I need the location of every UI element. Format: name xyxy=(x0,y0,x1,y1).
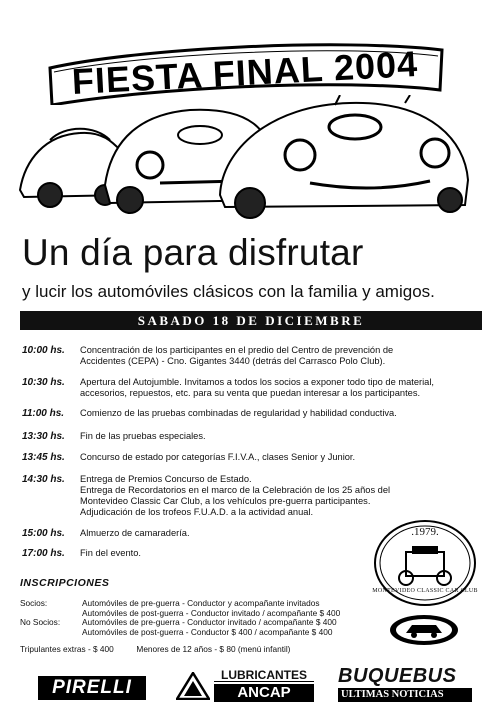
socios-label: Socios: xyxy=(20,598,48,608)
schedule-time: 14:30 hs. xyxy=(22,474,65,485)
sponsor-logos xyxy=(0,664,500,704)
fiva-emblem xyxy=(388,613,460,647)
schedule-description xyxy=(80,474,480,518)
ultimas-noticias-logo: ULTIMAS NOTICIAS xyxy=(338,688,472,702)
title-banner xyxy=(40,30,450,105)
schedule-time: 13:45 hs. xyxy=(22,452,65,463)
schedule-line: Fin de las pruebas especiales. xyxy=(80,431,206,441)
nosocios-pricing xyxy=(20,617,337,637)
schedule-line: Comienzo de las pruebas combinadas de regularidad y habilidad conductiva. xyxy=(80,408,397,418)
pricing-line: Automóviles de pre-guerra - Conductor invitado / acompañante $ 400 xyxy=(82,617,337,627)
schedule-item xyxy=(22,474,480,518)
schedule-line: Apertura del Autojumble. Invitamos a todos los socios a exponer todo tipo de material, xyxy=(80,377,434,387)
seal-year: .1979. xyxy=(411,526,439,538)
schedule-item xyxy=(22,345,480,367)
schedule-description xyxy=(80,452,480,463)
menores-fee: Menores de 12 años - $ 80 (menú infantil) xyxy=(136,644,291,654)
schedule-line: Fin del evento. xyxy=(80,548,141,558)
ancap-lubricantes: LUBRICANTES xyxy=(214,668,314,682)
schedule-line: Almuerzo de camaradería. xyxy=(80,528,190,538)
pricing-line: Automóviles de post-guerra - Conductor invitado / acompañante $ 400 xyxy=(82,608,341,618)
buquebus-logo: BUQUEBUS xyxy=(338,665,457,687)
socios-pricing xyxy=(20,598,340,618)
ancap-name: ANCAP xyxy=(214,684,314,702)
classic-cars-illustration xyxy=(10,95,490,220)
schedule-line: Entrega de Premios Concurso de Estado. xyxy=(80,474,252,484)
club-seal xyxy=(372,518,478,608)
schedule-description xyxy=(80,377,480,399)
event-date-bar: SABADO 18 DE DICIEMBRE xyxy=(20,311,482,330)
schedule-item xyxy=(22,408,480,419)
nosocios-label: No Socios: xyxy=(20,617,61,627)
schedule-item xyxy=(22,431,480,442)
schedule-line: Concurso de estado por categorías F.I.V.A., clases Senior y Junior. xyxy=(80,452,356,462)
schedule-description xyxy=(80,345,480,367)
schedule-time: 11:00 hs. xyxy=(22,408,65,419)
schedule-line: Accidentes (CEPA) - Cno. Gigantes 3440 (detrás del Carrasco Polo Club). xyxy=(80,356,386,366)
schedule-line: accesorios, repuestos, etc. para su venta que puedan interesar a los participantes. xyxy=(80,388,421,398)
ancap-logo xyxy=(176,668,316,702)
inscripciones-heading: INSCRIPCIONES xyxy=(20,577,110,589)
schedule-time: 10:00 hs. xyxy=(22,345,65,356)
tripulantes-fee: Tripulantes extras - $ 400 xyxy=(20,644,114,654)
seal-text: MONTEVIDEO CLASSIC CAR CLUB xyxy=(372,588,478,594)
schedule-line: Montevideo Classic Car Club, a los vehículos pre-guerra participantes. xyxy=(80,496,371,506)
schedule-item xyxy=(22,377,480,399)
pricing-line: Automóviles de post-guerra - Conductor $ 400 / acompañante $ 400 xyxy=(82,627,333,637)
page-title: FIESTA FINAL 2004 xyxy=(70,42,420,103)
schedule-time: 17:00 hs. xyxy=(22,548,65,559)
subheadline: y lucir los automóviles clásicos con la familia y amigos. xyxy=(22,282,435,301)
fiva-logo-icon xyxy=(388,613,460,647)
schedule-line: Concentración de los participantes en el predio del Centro de prevención de xyxy=(80,345,394,355)
schedule-line: Entrega de Recordatorios en el marco de la Celebración de los 25 años del xyxy=(80,485,391,495)
schedule-description xyxy=(80,431,480,442)
schedule-item xyxy=(22,452,480,463)
schedule-time: 15:00 hs. xyxy=(22,528,65,539)
schedule-time: 10:30 hs. xyxy=(22,377,65,388)
extra-fees xyxy=(20,644,290,654)
schedule-line: Adjudicación de los trofeos F.U.A.D. a la actividad anual. xyxy=(80,507,314,517)
schedule-time: 13:30 hs. xyxy=(22,431,65,442)
headline: Un día para disfrutar xyxy=(22,232,364,273)
schedule-description xyxy=(80,408,480,419)
pirelli-logo: PIRELLI xyxy=(38,676,146,700)
pricing-line: Automóviles de pre-guerra - Conductor y acompañante invitados xyxy=(82,598,320,608)
ancap-triangle-icon xyxy=(176,672,210,700)
